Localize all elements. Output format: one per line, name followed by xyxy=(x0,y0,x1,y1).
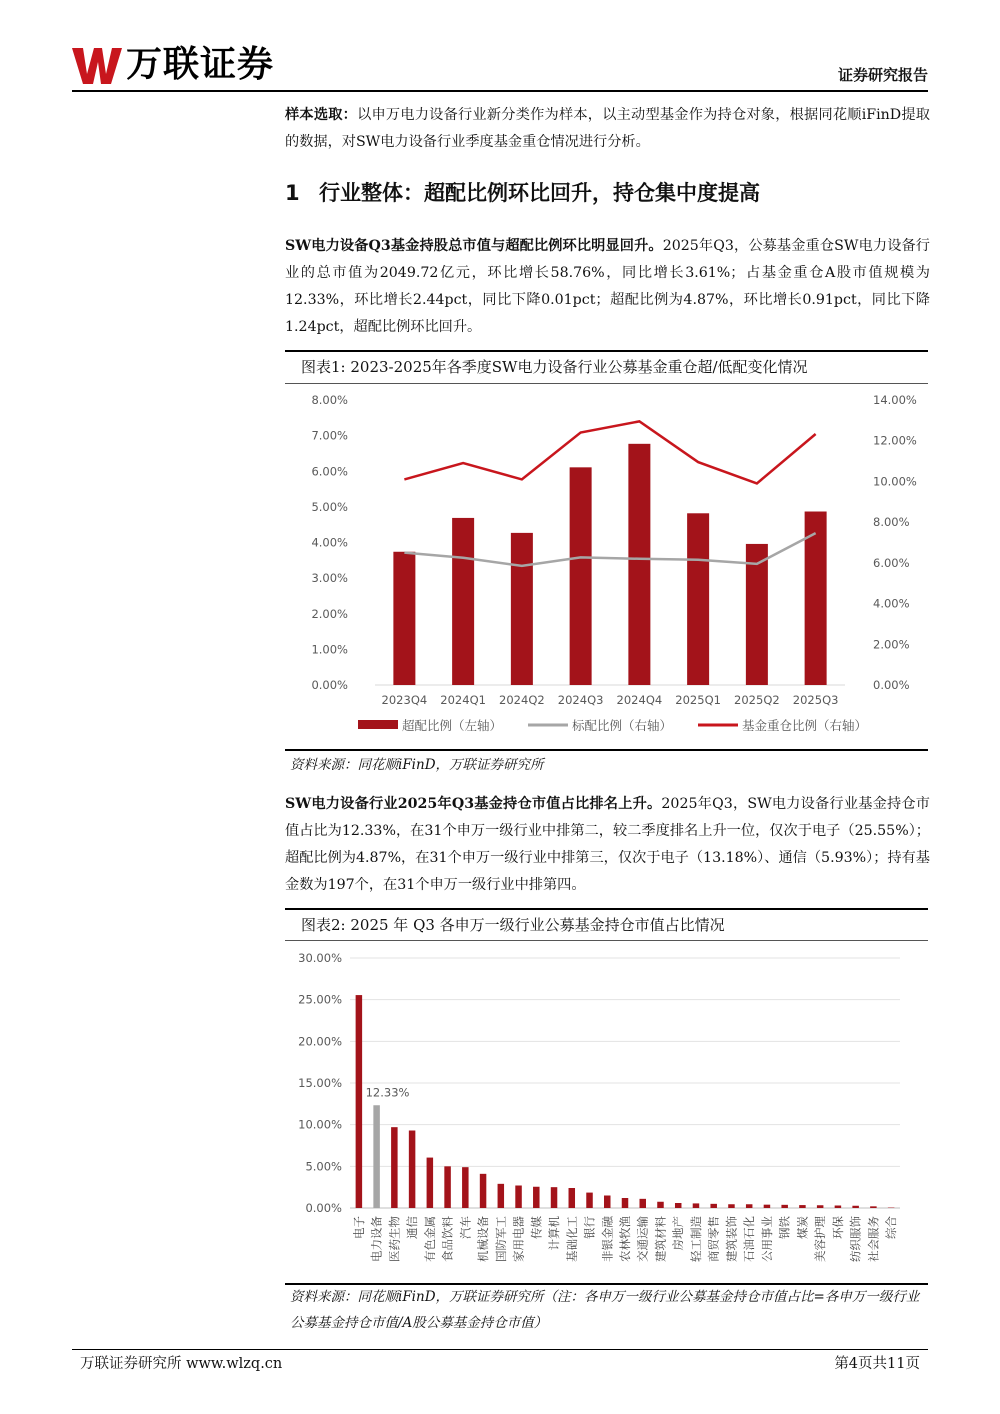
paragraph-2-text: 2025年Q3，SW电力设备行业基金持仓市值占比为12.33%，在31个申万一级行业中排第二，较二季度排名上升一位，仅次于电子（25.55%）；超配比例为4.87%，在31个申万一级行业中排第三，仅次于电子（13.18%）、通信（5.93%）；持有基金数为197个，在31个申万一级行业中排第四。 xyxy=(285,796,930,893)
bar-社会服务 xyxy=(870,1206,877,1208)
paragraph-2 xyxy=(285,791,930,899)
wanlian-w-logo-icon xyxy=(72,44,122,86)
bar-交通运输 xyxy=(639,1199,646,1208)
category-label: 综合 xyxy=(884,1216,899,1239)
bar-轻工制造 xyxy=(693,1203,700,1208)
report-type: 证券研究报告 xyxy=(837,66,928,84)
right-axis-tick: 14.00% xyxy=(873,393,917,407)
category-label: 通信 xyxy=(405,1216,420,1239)
category-label: 传媒 xyxy=(529,1216,544,1239)
legend-label-overweight: 超配比例（左轴） xyxy=(402,718,503,733)
legend-label-heavy: 基金重仓比例（右轴） xyxy=(742,718,868,733)
figure2-title: 图表2: 2025 年 Q3 各申万一级行业公募基金持仓市值占比情况 xyxy=(301,916,725,934)
left-axis-tick: 5.00% xyxy=(311,499,348,514)
figure2-title-rule xyxy=(285,940,928,941)
bar-有色金属 xyxy=(427,1158,434,1208)
y-axis-tick: 25.00% xyxy=(298,992,342,1007)
bar-计算机 xyxy=(551,1187,558,1208)
category-label: 国防军工 xyxy=(493,1216,508,1262)
y-axis-tick: 15.00% xyxy=(298,1076,342,1090)
bar-电子 xyxy=(356,995,363,1208)
category-label: 有色金属 xyxy=(422,1216,437,1262)
left-axis-tick: 0.00% xyxy=(311,678,348,692)
figure1-chart xyxy=(285,385,928,747)
category-label: 医药生物 xyxy=(387,1216,402,1262)
logo-text: 万联证券 xyxy=(126,44,275,85)
figure1-bottom-rule xyxy=(285,749,928,751)
bar-2024Q1 xyxy=(452,518,474,685)
bar-2025Q1 xyxy=(687,513,709,685)
category-label: 非银金融 xyxy=(600,1216,615,1262)
left-axis-tick: 3.00% xyxy=(311,571,348,586)
bar-房地产 xyxy=(675,1203,682,1208)
bar-国防军工 xyxy=(498,1184,505,1208)
bar-非银金融 xyxy=(604,1196,611,1209)
y-axis-tick: 5.00% xyxy=(305,1159,342,1174)
section-number: 1 xyxy=(285,181,300,205)
category-label: 2024Q1 xyxy=(440,693,486,707)
category-label: 2024Q2 xyxy=(499,693,545,707)
bar-食品饮料 xyxy=(444,1166,451,1208)
bar-煤炭 xyxy=(799,1205,806,1208)
figure2-source: 资料来源：同花顺iFinD，万联证券研究所（注：各申万一级行业公募基金持仓市值占比=各申万一级行业公募基金持仓市值/A股公募基金持仓市值） xyxy=(290,1289,920,1331)
paragraph-1-lead: SW电力设备Q3基金持股总市值与超配比例环比明显回升。 xyxy=(285,238,663,254)
bar-传媒 xyxy=(533,1187,540,1208)
legend-label-standard: 标配比例（右轴） xyxy=(572,718,673,733)
section-heading xyxy=(285,177,760,207)
sample-paragraph xyxy=(285,102,930,156)
bar-商贸零售 xyxy=(710,1204,717,1208)
bar-纺织服饰 xyxy=(852,1206,859,1208)
figure1-source: 资料来源：同花顺iFinD，万联证券研究所 xyxy=(290,757,544,773)
bar-建筑材料 xyxy=(657,1202,664,1208)
left-axis-tick: 7.00% xyxy=(311,428,348,443)
bar-环保 xyxy=(835,1206,842,1209)
company-logo xyxy=(72,44,342,86)
paragraph-1-text: 2025年Q3，公募基金重仓SW电力设备行业的总市值为2049.72亿元，环比增长58.76%，同比增长3.61%；占基金重仓A股市值规模为12.33%，环比增长2.44pct，同比下降0.01pct；超配比例为4.87%，环比增长0.91pct，同比下降1.24pct，超配比例环比回升。 xyxy=(285,238,930,335)
right-axis-tick: 4.00% xyxy=(873,596,910,611)
category-label: 机械设备 xyxy=(476,1216,491,1262)
category-label: 钢铁 xyxy=(777,1216,792,1239)
category-label: 基础化工 xyxy=(564,1216,579,1262)
category-label: 2025Q3 xyxy=(792,693,839,707)
bar-建筑装饰 xyxy=(728,1204,735,1208)
category-label: 2025Q1 xyxy=(675,693,721,707)
category-label: 美容护理 xyxy=(813,1216,828,1262)
category-label: 食品饮料 xyxy=(440,1216,455,1262)
category-label: 电力设备 xyxy=(369,1216,384,1262)
right-axis-tick: 2.00% xyxy=(873,637,910,652)
section-title: 行业整体：超配比例环比回升，持仓集中度提高 xyxy=(319,181,760,205)
bar-美容护理 xyxy=(817,1205,824,1208)
paragraph-2-lead: SW电力设备行业2025年Q3基金持仓市值占比排名上升。 xyxy=(285,796,662,812)
bar-农林牧渔 xyxy=(622,1198,629,1208)
bar-医药生物 xyxy=(391,1127,398,1208)
category-label: 计算机 xyxy=(547,1216,562,1251)
y-axis-tick: 10.00% xyxy=(298,1117,342,1132)
category-label: 煤炭 xyxy=(795,1216,810,1239)
figure2-chart xyxy=(285,942,928,1282)
bar-电力设备 xyxy=(373,1105,380,1208)
bar-2023Q4 xyxy=(393,552,415,685)
page-number: 第4页共11页 xyxy=(834,1356,920,1372)
bar-基础化工 xyxy=(569,1188,576,1208)
left-axis-tick: 2.00% xyxy=(311,606,348,621)
category-label: 房地产 xyxy=(671,1216,686,1251)
right-axis-tick: 6.00% xyxy=(873,555,910,570)
category-label: 银行 xyxy=(582,1216,597,1239)
category-label: 交通运输 xyxy=(635,1216,650,1262)
category-label: 石油石化 xyxy=(742,1216,757,1262)
category-label: 家用电器 xyxy=(511,1216,526,1262)
sample-text: 以申万电力设备行业新分类作为样本，以主动型基金作为持仓对象，根据同花顺iFinD提取的数据，对SW电力设备行业季度基金重仓情况进行分析。 xyxy=(285,107,930,150)
bar-公用事业 xyxy=(764,1205,771,1208)
category-label: 纺织服饰 xyxy=(848,1216,863,1262)
y-axis-tick: 30.00% xyxy=(298,951,342,965)
bar-石油石化 xyxy=(746,1204,753,1208)
left-axis-tick: 8.00% xyxy=(311,393,348,407)
figure2-top-rule xyxy=(285,908,928,910)
category-label: 建筑装饰 xyxy=(724,1216,739,1262)
category-label: 农林牧渔 xyxy=(618,1216,632,1262)
bar-机械设备 xyxy=(480,1174,487,1208)
category-label: 环保 xyxy=(830,1216,845,1239)
right-axis-tick: 10.00% xyxy=(873,474,917,489)
bar-通信 xyxy=(409,1131,416,1209)
category-label: 电子 xyxy=(351,1216,366,1239)
category-label: 公用事业 xyxy=(759,1216,774,1262)
paragraph-1 xyxy=(285,233,930,341)
sample-label: 样本选取： xyxy=(285,107,358,123)
bar-汽车 xyxy=(462,1167,469,1208)
footer-left: 万联证券研究所 www.wlzq.cn xyxy=(80,1356,283,1372)
footer-divider xyxy=(72,1349,928,1350)
bar-2024Q4 xyxy=(628,444,650,685)
bar-钢铁 xyxy=(781,1205,788,1208)
bar-2024Q2 xyxy=(511,533,533,685)
category-label: 汽车 xyxy=(458,1216,473,1239)
right-axis-tick: 8.00% xyxy=(873,515,910,530)
right-axis-tick: 0.00% xyxy=(873,678,910,692)
figure1-top-rule xyxy=(285,350,928,352)
category-label: 2023Q4 xyxy=(381,693,428,707)
category-label: 社会服务 xyxy=(866,1216,881,1262)
header-divider xyxy=(72,90,928,92)
category-label: 建筑材料 xyxy=(653,1216,668,1262)
right-axis-tick: 12.00% xyxy=(873,433,917,448)
bar-2024Q3 xyxy=(570,467,592,685)
left-axis-tick: 6.00% xyxy=(311,464,348,479)
fund-heavy-ratio-line xyxy=(404,421,815,483)
y-axis-tick: 0.00% xyxy=(305,1201,342,1215)
highlight-annotation: 12.33% xyxy=(365,1085,410,1100)
category-label: 商贸零售 xyxy=(706,1216,721,1262)
left-axis-tick: 1.00% xyxy=(311,642,348,657)
legend-swatch-overweight xyxy=(358,720,398,729)
category-label: 2025Q2 xyxy=(734,693,780,707)
category-label: 2024Q3 xyxy=(557,693,604,707)
bar-银行 xyxy=(586,1193,593,1208)
figure1-title: 图表1: 2023-2025年各季度SW电力设备行业公募基金重仓超/低配变化情况 xyxy=(301,358,808,376)
y-axis-tick: 20.00% xyxy=(298,1034,342,1049)
left-axis-tick: 4.00% xyxy=(311,535,348,550)
bar-家用电器 xyxy=(515,1186,522,1209)
category-label: 轻工制造 xyxy=(688,1216,703,1262)
figure1-title-rule xyxy=(285,383,928,384)
category-label: 2024Q4 xyxy=(616,693,663,707)
